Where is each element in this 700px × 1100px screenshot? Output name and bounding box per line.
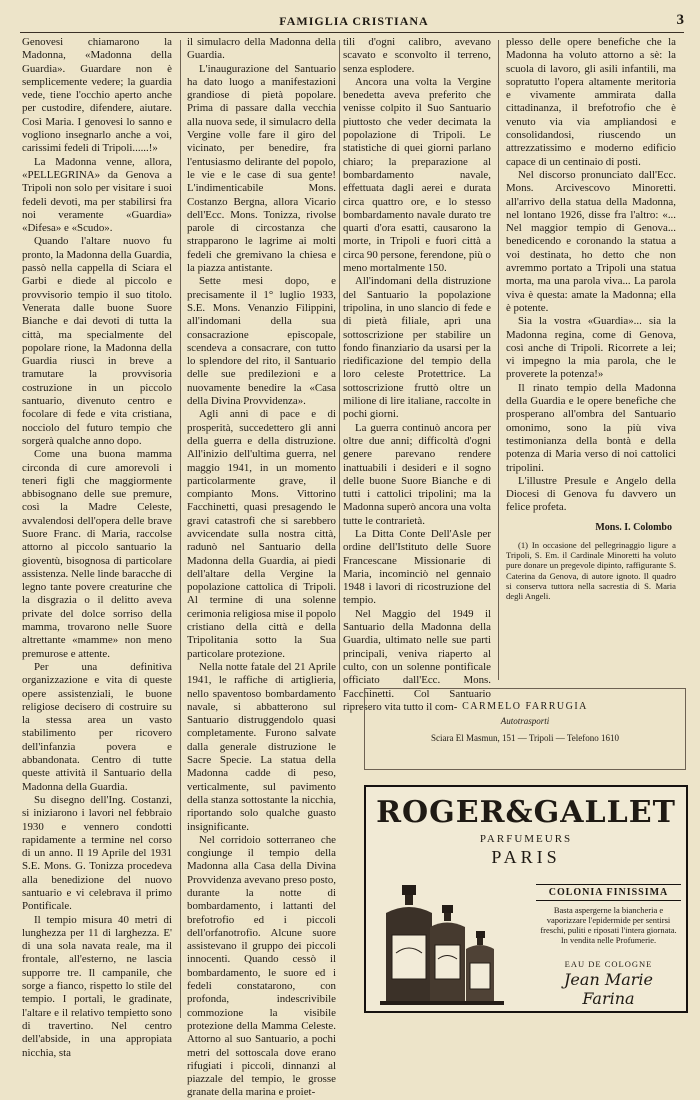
paragraph: Ancora una volta la Vergine benedetta aveva preferito che venisse colpito il Suo Santuario piuttosto che veder decimata la popolazione di Tripoli. Le statistiche di quei giorni parlano chiaro; la preparazione al bombardamento navale, effettuata dagli aerei e durata circa quattro ore, e lo stesso bombardamento navale durato tre quarti d'ora esatti, causarono la morte, in Tripoli e fuori città a circa 90 persone, ferendone, più o meno mortalmente 150. [343,75,491,275]
article-column-1 [22,36,173,1059]
article-column-4 [506,36,676,601]
paragraph: plesso delle opere benefiche che la Madonna ha voluto attorno a sè: la scuola di lavoro, gli asili infantili, ma sopratutto l'opera altamente meritoria e vivamente ammirata dalla cittadinanza, il brefotrofio che è venuto via via ampliandosi e consolidandosi, riuscendo un attrezzatissimo e moderno edificio capace di un centinaio di posti. [506,36,676,168]
paragraph: Per una definitiva organizzazione e vita di queste opere assistenziali, le buone religiose decisero di costruire su la stessa area un vasto stabilimento per ricovero dell'infanzia povera e abbandonata. Centro di tutte queste attività il Santuario della Madonna della Guardia. [22,660,172,793]
business-type: Autotrasporti [500,716,550,726]
footnote: (1) In occasione del pellegrinaggio ligure a Tripoli, S. Em. il Cardinale Minoretti ha voluto pure donare un pregevole dipinto, raffigurante S. Caterina da Genova, di autore ignoto. Il quadro si conserva tuttora nella sacrestia di S. Maria degli Angeli. [506,539,676,601]
paragraph: La Madonna venne, allora, «PELLEGRINA» da Genova a Tripoli non solo per visitare i suoi fedeli devoti, ma per stabilirsi fra noi veramente «Guardia» «Difesa» e «Scudo». [22,155,172,235]
roger-gallet-advertisement [364,785,688,1013]
paragraph: All'indomani della distruzione del Santuario la popolazione tripolina, in uno slancio di fede e di pietà filiale, aprì una sottoscrizione per stabilire un fondo finanziario da usarsi per la riedificazione del tempio della loro celeste Protettrice. La sottoscrizione fruttò oltre un milione di lire italiane, raccolte in pochi giorni. [343,275,491,421]
advertiser-name: CARMELO FARRUGIA [462,701,588,712]
eau-de-cologne-label: EAU DE COLOGNE [564,959,653,969]
farrugia-advertisement [364,688,686,770]
column-divider [498,40,499,680]
author-signature: Mons. I. Colombo [595,521,672,533]
paragraph: Come una buona mamma circonda di cure amorevoli i teneri figli che maggiormente abbisognano delle sue premure, così la Madre Celeste, avvalendosi dell'opera delle brave Suore Franc. di Maria, raccolse attorno al piccolo santuario la gioventù, bisognosa di particolare assistenza. Nelle linde baracche di legno tante povere creaturine che la disgrazia o il delitto aveva private del dolce sorriso della mamma, trovarono nelle Suore altrettante «mamme» non meno premurose e attente. [22,448,172,660]
paragraph: Genovesi chiamarono la Madonna, «Madonna della Guardia». Guardare non è semplicemente vedere; la guardia vede, tiene l'occhio aperto anche per custodire, difendere, aiutare. Così Maria. I genovesi lo sanno e vogliono insegnarlo anche a voi, carissimi fedeli di Tripoli......!» [22,36,172,155]
paragraph: il simulacro della Madonna della Guardia. [187,36,336,62]
cologne-bottles-illustration [372,883,532,1007]
column-divider [180,40,181,1018]
brand-city: PARIS [491,847,561,867]
paragraph: La guerra continuò ancora per oltre due anni; difficoltà d'ogni genere parevano rendere inattuabili i desideri e il sogno delle buone Suore Bianche e di tutti i cattolici tripolini; ma la Madonna superò ancora una volta tutte le contrarietà. [343,421,491,527]
article-column-3 [343,36,491,713]
farina-signature: Jean Marie Farina [564,970,653,1008]
page-number: 3 [676,12,684,28]
brand-name: ROGER&GALLET [376,795,676,830]
paragraph: tili d'ogni calibro, avevano scavato e sconvolto il terreno, senza esplodere. [343,36,491,75]
paragraph: L'inaugurazione del Santuario ha dato luogo a manifestazioni grandiose di pietà popolare. Prima di passare dalla vecchia alla nuova sede, il simulacro della Vergine volle fare il giro del vicinato, per benedire, fra l'entusiasmo delirante del popolo, le vie e le case di sua gente! L'indimenticabile Mons. Costanzo Bergna, allora Vicario dell'Ecc. Mons. Tonizza, rivolse parole di circostanza che strapparono le lagrime ai molti fedeli che gremivano la chiesa e la piazza antistante. [187,62,336,275]
paragraph: Sia la vostra «Guardia»... sia la Madonna regina, come di Genova, così anche di Tripoli. Ricorrete a lei; vi impegno la mia parola, che le proverete la potenza!» [506,315,676,381]
product-description: Basta aspergerne la biancheria e vaporizzare l'epidermide per sentirsi freschi, puliti e riposati l'intera giornata. In vendita nelle Profumerie. [540,905,677,945]
paragraph: Quando l'altare nuovo fu pronto, la Madonna della Guardia, passò nella cappella di Sciara el Garbi e diede al piccolo e provvisorio tempio il suo titolo. Venerata dalle buone Suore Bianche e dai devoti di tutta la città, ma specialmente del popolare rione, la Madonna della Guardia riuscì in breve a tramutare la provvisoria costruzione in un piccolo santuario, divenuto centro e focolare di fede e vita cristiana, nocciolo del futuro tempio che sorgerà qualche anno dopo. [22,235,173,447]
paragraph: Sette mesi dopo, e precisamente il 1° luglio 1933, S.E. Mons. Venanzio Filippini, all'indomani della sua consacrazione episcopale, scendeva a consacrare, con tutto lo splendore del rito, il Santuario delle sue predilezioni e a nuovamente benedire la «Casa della Divina Provvidenza». [187,275,336,408]
paragraph: Nel corridoio sotterraneo che congiunge il tempio della Madonna alla Casa della Divina Provvidenza avevano preso posto, durante la notte di bombardamento, i lattanti del brefotrofio ed i piccoli dell'orfanotrofio. Alcune suore assistevano il gruppo dei piccoli innocenti. Quando cessò il bombardamento, le suore ed i fedeli constatarono, con profonda, indescrivibile commozione la visibile protezione della Mamma Celeste. Attorno al suo Santuario, a pochi metri del sottoscala dove erano rifugiati i piccoli, dinnanzi al piazzale del tempio, le grosse granate della marina e proiet- [187,833,336,1099]
paragraph: Nella notte fatale del 21 Aprile 1941, le raffiche di artiglieria, nello spaventoso bombardamento navale, si abbatterono sul Santuario distruggendolo quasi completamente. Furono salvate dalla generale distruzione le Sacre Specie. La statua della Madonna cadde di peso, verticalmente, sul pavimento della stanza sottostante la nicchia, riportando solo qualche guasto insignificante. [187,660,336,833]
magazine-title: FAMIGLIA CRISTIANA [279,14,429,28]
paragraph: Agli anni di pace e di prosperità, succedettero gli anni della guerra e della distruzione. All'inizio dell'ultima guerra, nel maggio 1941, in un momento particolarmente grave, il compianto Mons. Vittorino Facchinetti, quasi presagendo le gravi catastrofi che si sarebbero avvicendate sulla nostra città, radunò nel Santuario della Madonna della Guardia, ai piedi dell'altare della Vergine la popolazione cattolica di Tripoli. Al termine di una solenne cerimonia religiosa mise il popolo cristiano della città e della Tripolitania sotto la Sua particolare protezione. [187,408,336,660]
product-name: COLONIA FINISSIMA [536,884,681,901]
article-column-2 [187,36,336,1099]
paragraph: Il rinato tempio della Madonna della Guardia e le opere benefiche che prosperano all'ombra del Santuario omonimo, sono la più viva testimonianza della bontà e della potenza di Maria verso di noi cattolici tripolini. [506,381,676,474]
brand-subtitle: PARFUMEURS [479,833,573,845]
paragraph: La Ditta Conte Dell'Asle per ordine dell'Istituto delle Suore Francescane Missionarie di Maria, incominciò nel gennaio 1948 i lavori di ricostruzione del tempio. [343,527,491,607]
header-rule [20,32,684,33]
paragraph: Nel discorso pronunciato dall'Ecc. Mons. Arcivescovo Minoretti. all'arrivo della statua della Madonna, nel lontano 1926, disse fra l'altro: «... Nel maggior tempio di Genova... benedicendo e coronando la statua a voi destinata, ho detto che non avremmo portato a Tripoli una statua morta, ma una parola viva... La parola viva è questa: amate la Madonna; ella è potente. [506,168,676,314]
business-address: Sciara El Masmun, 151 — Tripoli — Telefono 1610 [431,733,619,743]
paragraph: Il tempio misura 40 metri di lunghezza per 11 di larghezza. E' di una sola navata reale, ma il frontale, all'esterno, ne lascia supporre tre. Il campanile, che sorge a fianco, rispetto lo stile del tempio. I portali, le gradinate, l'altare e il relativo tempietto sono di travertino. Nel centro dell'abside, in una appropiata nicchia, sta [22,913,172,1059]
paragraph: Nel Maggio del 1949 il Santuario della Madonna della Guardia, ultimato nelle sue parti principali, veniva riaperto al culto, con un solenne pontificale officiato dall'Ecc. Mons. Facchinetti. Col Santuario ripresero vita tutto il com- [343,607,491,713]
paragraph: L'illustre Presule e Angelo della Diocesi di Genova fu davvero un felice profeta. [506,474,676,514]
paragraph: Su disegno dell'Ing. Costanzi, si iniziarono i lavori nel febbraio 1930 e vennero condotti rapidamente a termine nel corso di un anno. Il 19 Aprile del 1931 S.E. Mons. G. Tonizza procedeva alla benedizione del nuovo santuario e vi celebrava il primo Pontificale. [22,793,172,913]
column-divider [339,40,340,690]
